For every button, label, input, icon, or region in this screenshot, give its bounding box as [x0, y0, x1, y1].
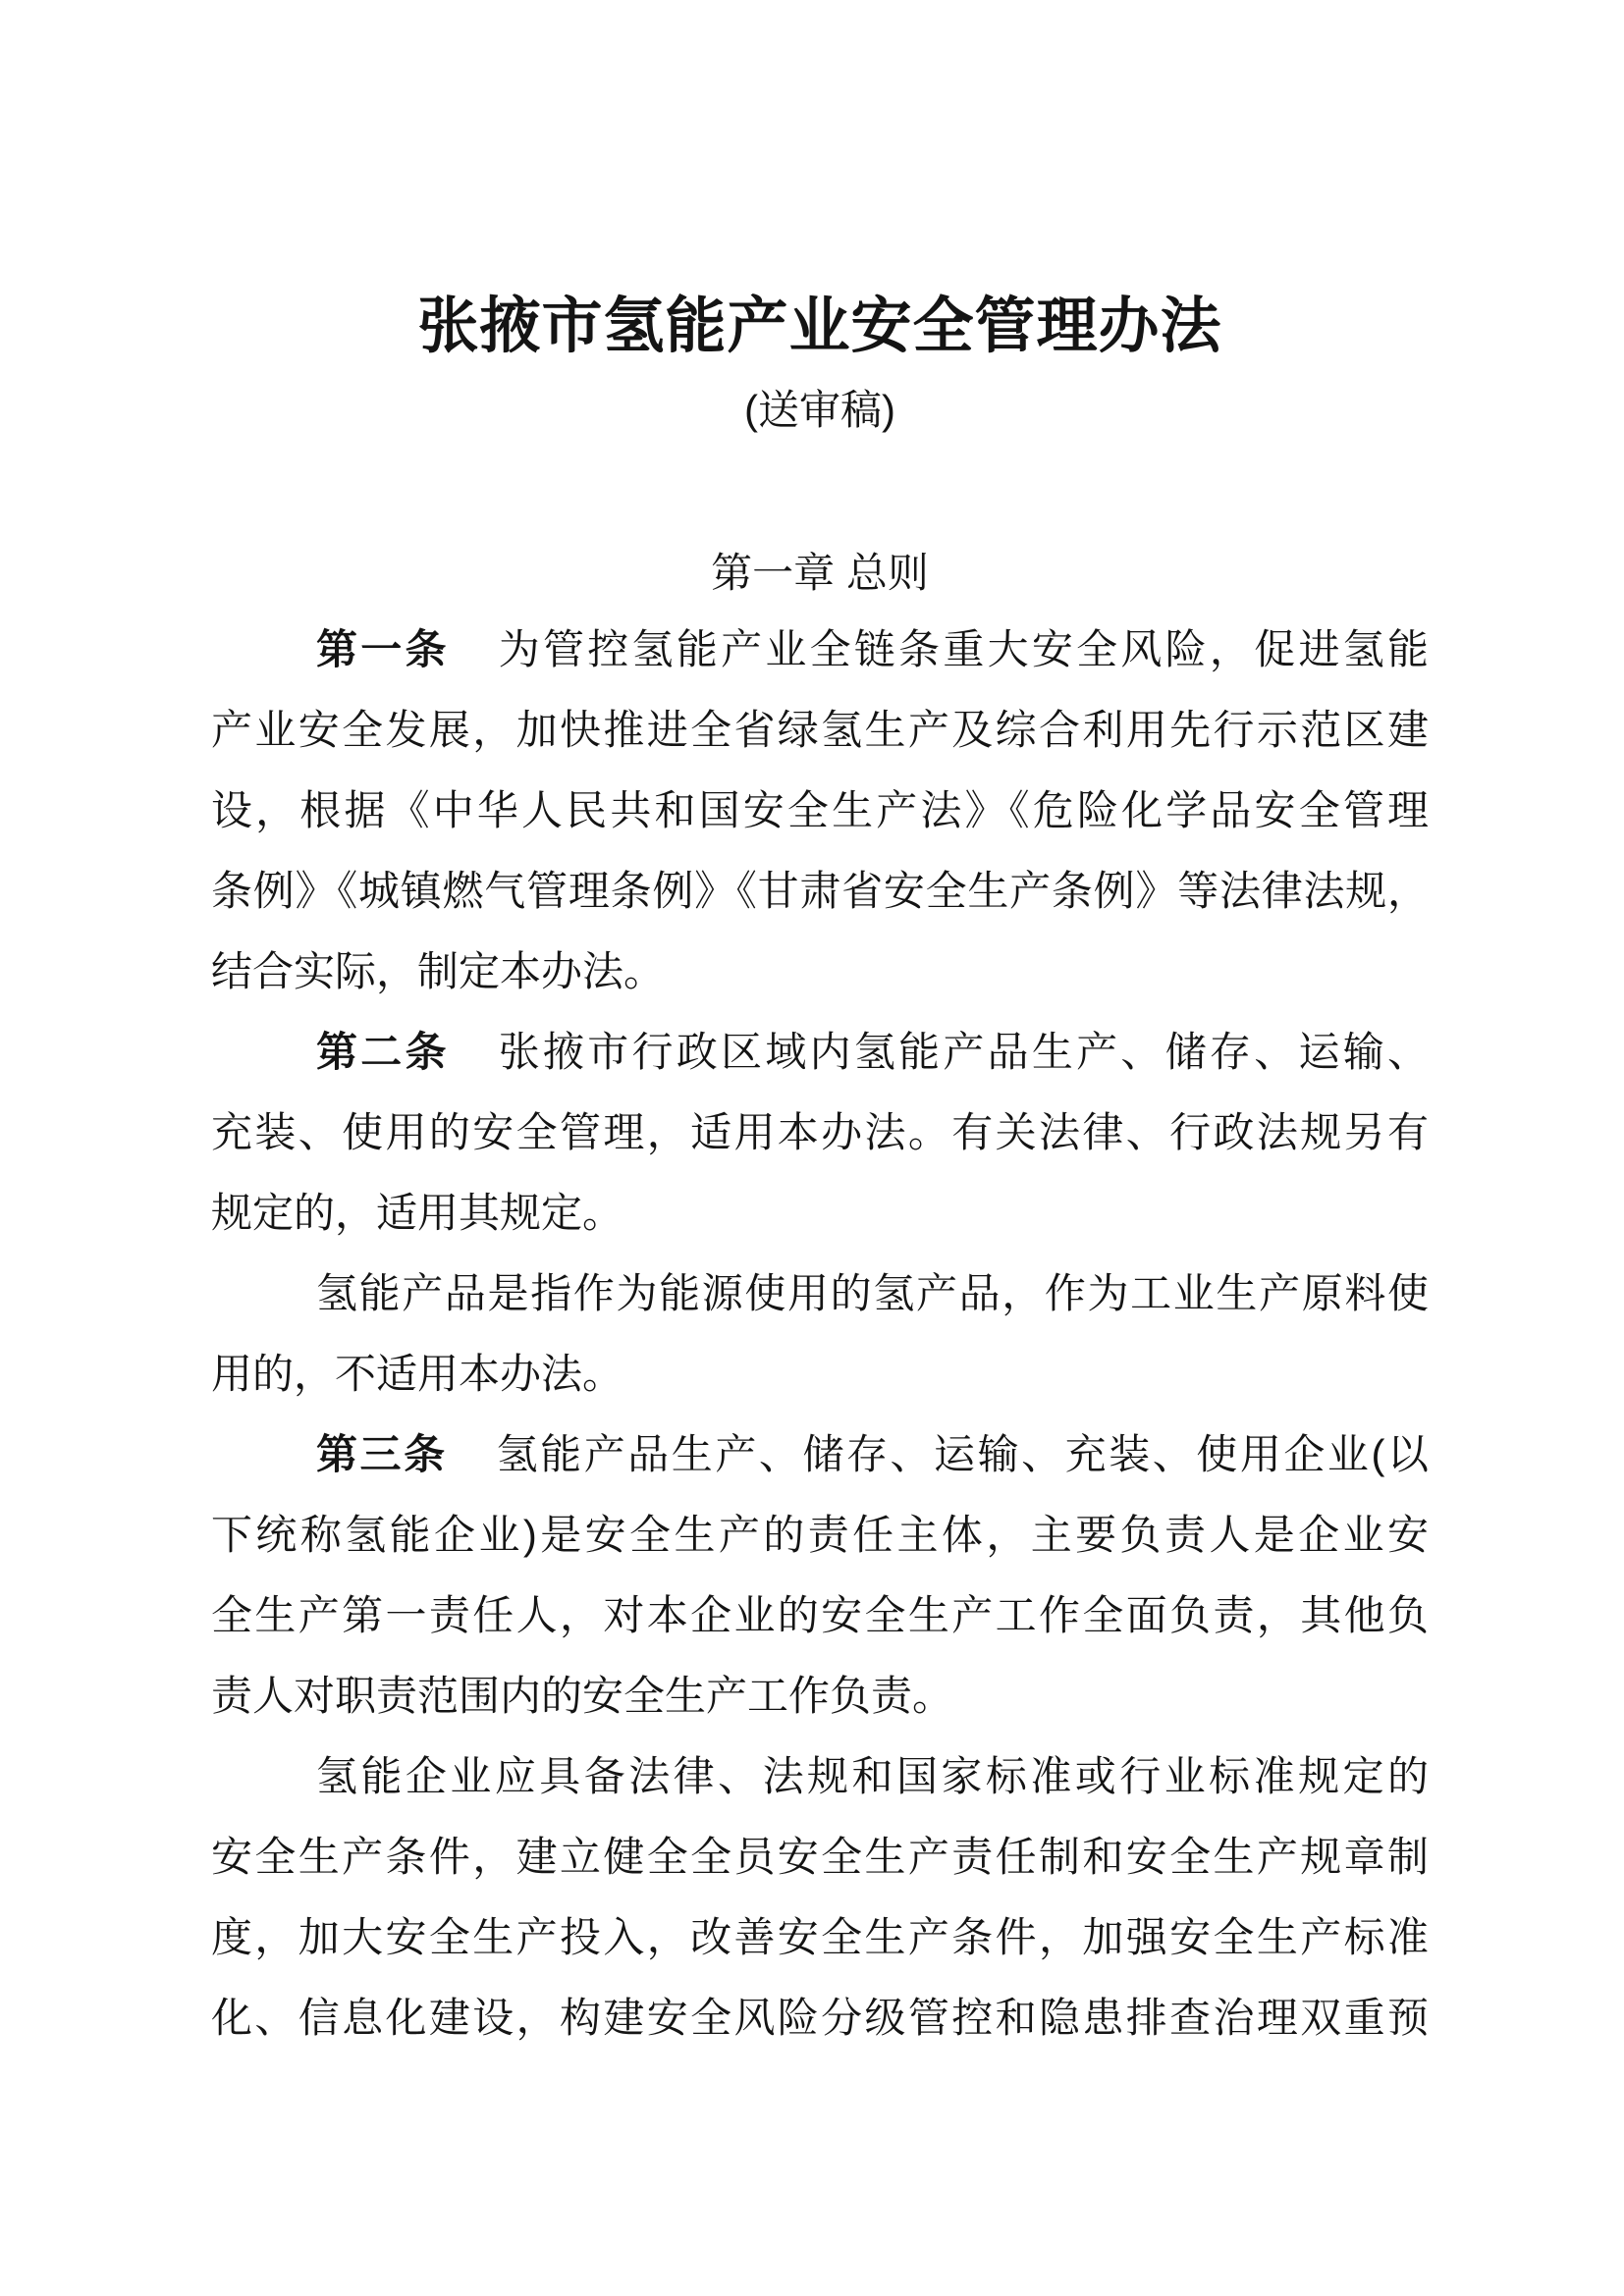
text-line: 产业安全发展，加快推进全省绿氢生产及综合利用先行示范区建	[211, 707, 1429, 753]
text-line: 结合实际，制定本办法。	[211, 948, 666, 994]
clause-text: 氢能产品生产、储存、运输、充装、使用企业(以	[496, 1431, 1429, 1477]
clause-label: 第二条	[316, 1029, 450, 1075]
clause-text: 为管控氢能产业全链条重大安全风险，促进氢能	[498, 626, 1429, 672]
text-line	[211, 1012, 1429, 1093]
clause-label: 第三条	[316, 1431, 448, 1477]
chapter-heading: 第一章 总则	[711, 550, 929, 596]
text-line	[211, 1415, 1429, 1495]
clause-text: 张掖市行政区域内氢能产品生产、储存、运输、	[498, 1029, 1429, 1075]
text-line: 化、信息化建设，构建安全风险分级管控和隐患排查治理双重预	[211, 1995, 1429, 2041]
text-line: 下统称氢能企业)是安全生产的责任主体，主要负责人是企业安	[211, 1512, 1429, 1558]
document-title: 张掖市氢能产业安全管理办法	[417, 293, 1222, 360]
document-body	[211, 610, 1429, 2058]
text-line: 设，根据《中华人民共和国安全生产法》《危险化学品安全管理	[211, 787, 1429, 833]
text-line: 责人对职责范围内的安全生产工作负责。	[211, 1673, 954, 1719]
clause-label: 第一条	[316, 626, 450, 672]
document-subtitle: (送审稿)	[744, 387, 895, 433]
text-line: 氢能产品是指作为能源使用的氢产品，作为工业生产原料使	[316, 1270, 1429, 1316]
text-line: 规定的，适用其规定。	[211, 1190, 624, 1236]
text-line: 度，加大安全生产投入，改善安全生产条件，加强安全生产标准	[211, 1914, 1429, 1960]
text-line	[211, 610, 1429, 690]
text-line: 充装、使用的安全管理，适用本办法。有关法律、行政法规另有	[211, 1109, 1429, 1155]
text-line: 用的，不适用本办法。	[211, 1351, 624, 1397]
text-line: 安全生产条件，建立健全全员安全生产责任制和安全生产规章制	[211, 1834, 1429, 1880]
text-line: 氢能企业应具备法律、法规和国家标准或行业标准规定的	[316, 1753, 1429, 1799]
text-line: 全生产第一责任人，对本企业的安全生产工作全面负责，其他负	[211, 1592, 1429, 1638]
text-line: 条例》《城镇燃气管理条例》《甘肃省安全生产条例》等法律法规，	[211, 868, 1429, 914]
